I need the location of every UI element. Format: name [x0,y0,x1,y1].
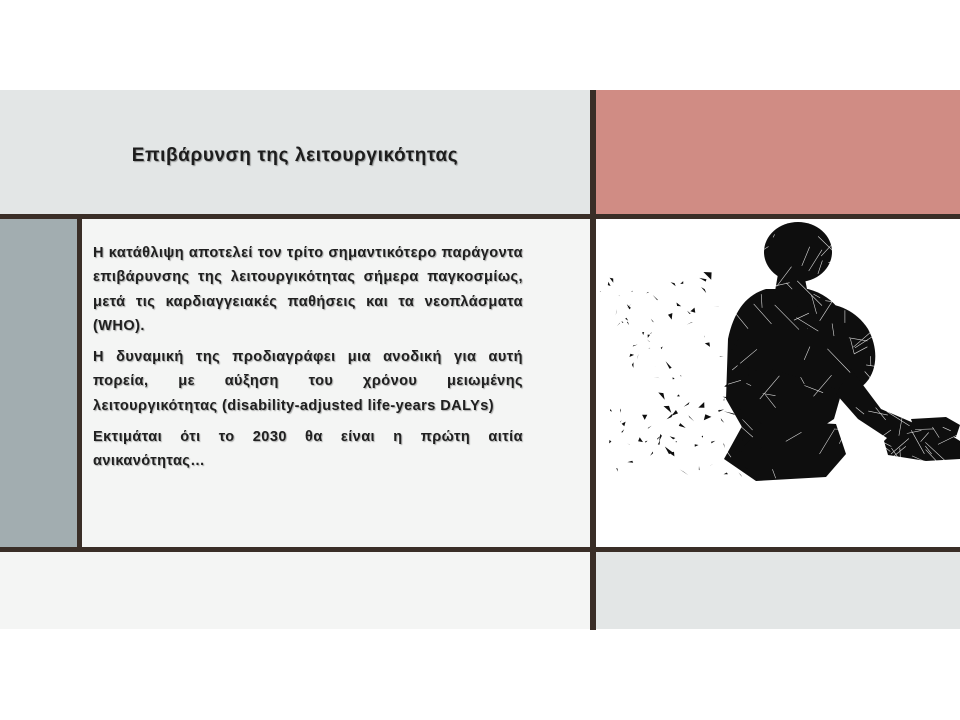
bottom-left-panel [0,552,590,629]
horizontal-divider-bottom [0,547,960,552]
paragraph-burden: Η κατάθλιψη αποτελεί τον τρίτο σημαντικότερο παράγοντα επιβάρυνσης της λειτουργικότητας σήμερα παγκοσμίως, μετά τις καρδιαγγειακές παθήσεις και τα νεοπλάσματα (WHO). [93,245,523,334]
accent-panel [596,90,960,214]
body-text [93,241,523,481]
horizontal-divider-top [0,214,960,219]
vertical-divider-main [590,90,596,630]
bottom-right-panel [596,552,960,629]
slide-title: Επιβάρυνση της λειτουργικότητας [131,145,459,166]
shattered-seated-figure-illustration [596,219,960,547]
paragraph-projection: Εκτιμάται ότι το 2030 θα είναι η πρώτη αιτία ανικανότητας… [93,429,523,470]
paragraph-trend: Η δυναμική της προδιαγράφει μια ανοδική για αυτή πορεία, με αύξηση του χρόνου μειωμένης λειτουργικότητας (disability-adjusted life-years DALYs) [93,349,523,414]
left-accent-strip [0,219,77,547]
image-panel [596,219,960,547]
vertical-divider-left [77,219,82,547]
